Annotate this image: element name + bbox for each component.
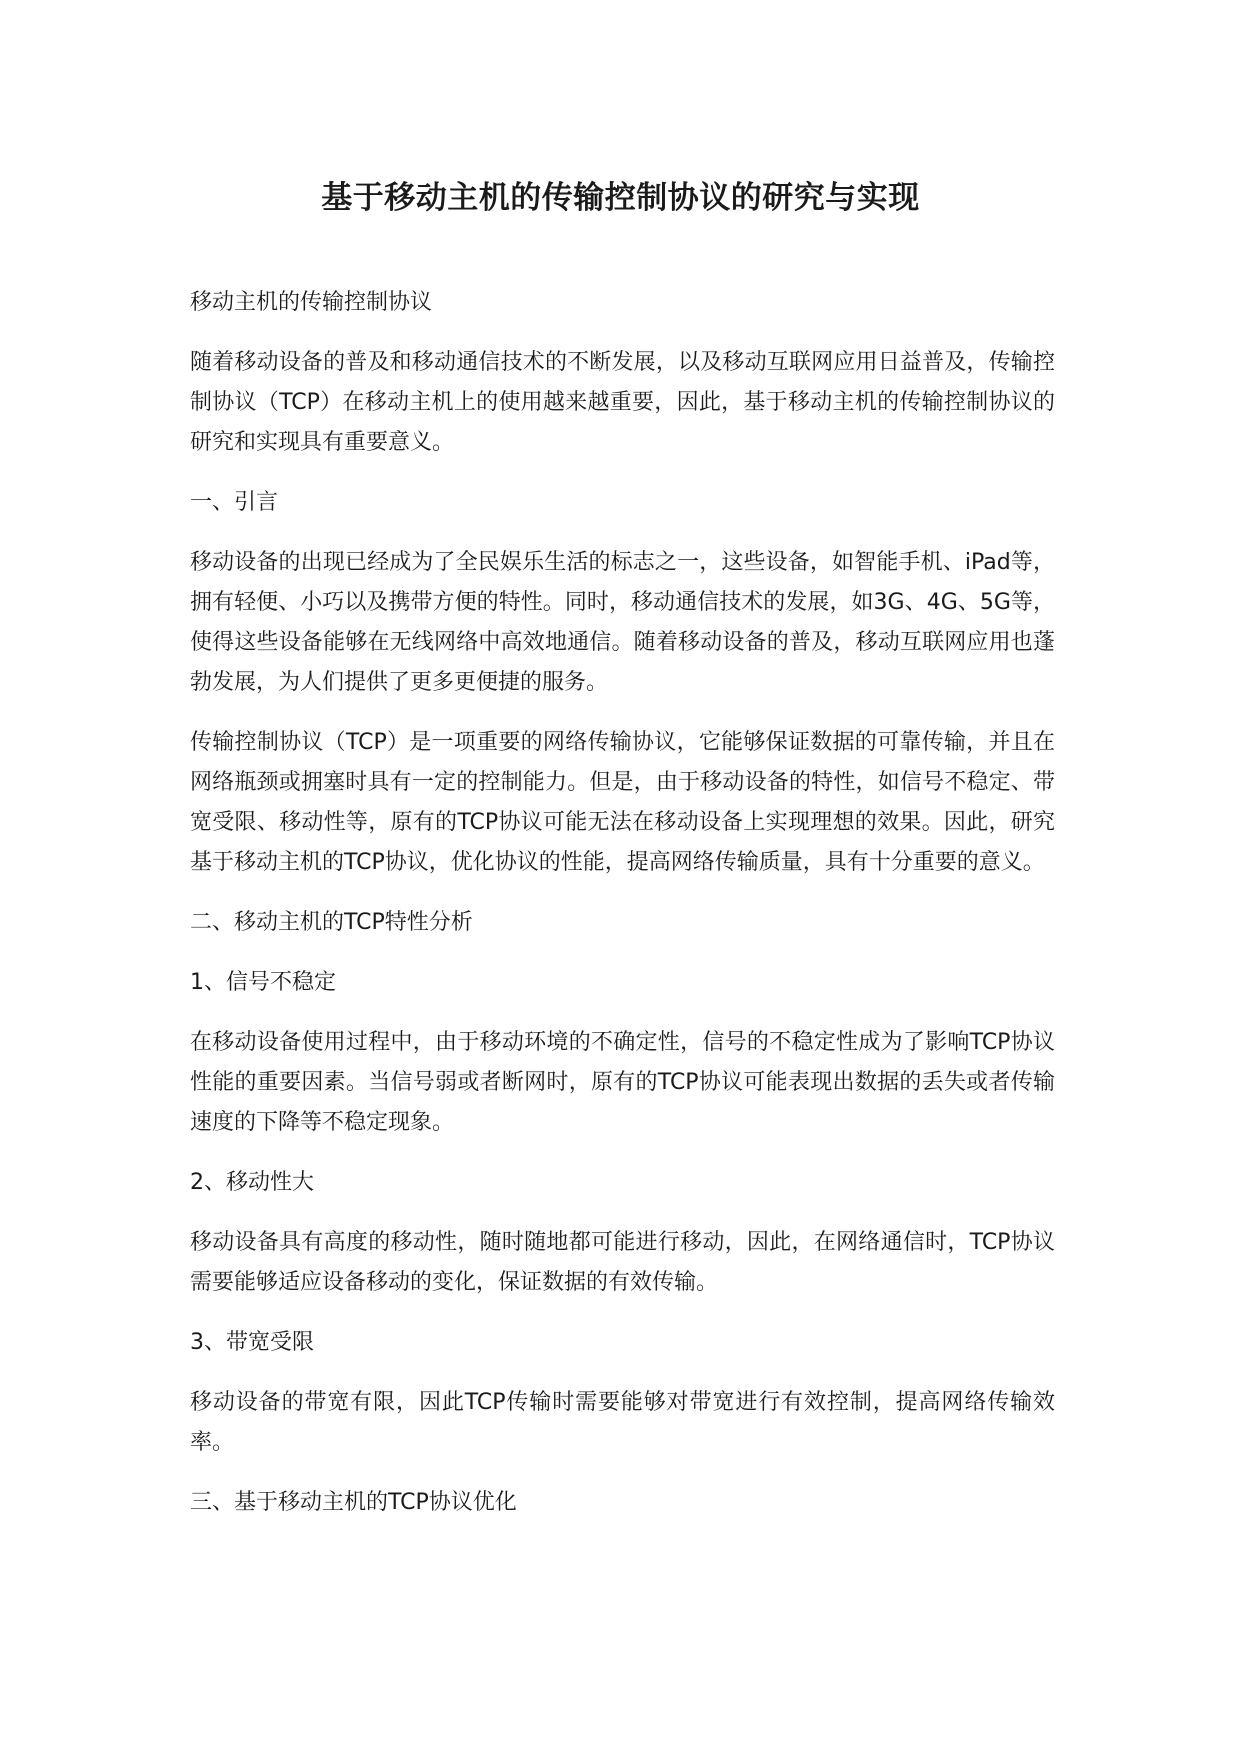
section-heading-introduction: 一、引言 <box>190 490 279 515</box>
subsection-heading-bandwidth: 3、带宽受限 <box>190 1330 314 1355</box>
bandwidth-paragraph: 移动设备的带宽有限，因此TCP传输时需要能够对带宽进行有效控制，提高网络传输效率。 <box>190 1390 1055 1455</box>
section-heading-analysis: 二、移动主机的TCP特性分析 <box>190 910 473 935</box>
subsection-heading-mobility: 2、移动性大 <box>190 1170 314 1195</box>
signal-paragraph: 在移动设备使用过程中，由于移动环境的不确定性，信号的不稳定性成为了影响TCP协议性能的重要因素。当信号弱或者断网时，原有的TCP协议可能表现出数据的丢失或者传输速度的下降等不稳定现象。 <box>190 1030 1055 1135</box>
introduction-paragraph-2: 传输控制协议（TCP）是一项重要的网络传输协议，它能够保证数据的可靠传输，并且在网络瓶颈或拥塞时具有一定的控制能力。但是，由于移动设备的特性，如信号不稳定、带宽受限、移动性等，原有的TCP协议可能无法在移动设备上实现理想的效果。因此，研究基于移动主机的TCP协议，优化协议的性能，提高网络传输质量，具有十分重要的意义。 <box>190 730 1055 875</box>
mobility-paragraph: 移动设备具有高度的移动性，随时随地都可能进行移动，因此，在网络通信时，TCP协议需要能够适应设备移动的变化，保证数据的有效传输。 <box>190 1230 1055 1295</box>
section-heading-optimization: 三、基于移动主机的TCP协议优化 <box>190 1490 517 1515</box>
intro-paragraph: 随着移动设备的普及和移动通信技术的不断发展，以及移动互联网应用日益普及，传输控制协议（TCP）在移动主机上的使用越来越重要，因此，基于移动主机的传输控制协议的研究和实现具有重要意义。 <box>190 350 1055 455</box>
subtitle: 移动主机的传输控制协议 <box>190 290 433 315</box>
document-title: 基于移动主机的传输控制协议的研究与实现 <box>321 180 920 216</box>
subsection-heading-signal: 1、信号不稳定 <box>190 970 336 995</box>
introduction-paragraph-1: 移动设备的出现已经成为了全民娱乐生活的标志之一，这些设备，如智能手机、iPad等，拥有轻便、小巧以及携带方便的特性。同时，移动通信技术的发展，如3G、4G、5G等，使得这些设备能够在无线网络中高效地通信。随着移动设备的普及，移动互联网应用也蓬勃发展，为人们提供了更多更便捷的服务。 <box>190 550 1055 695</box>
document-body <box>190 283 1055 1543</box>
